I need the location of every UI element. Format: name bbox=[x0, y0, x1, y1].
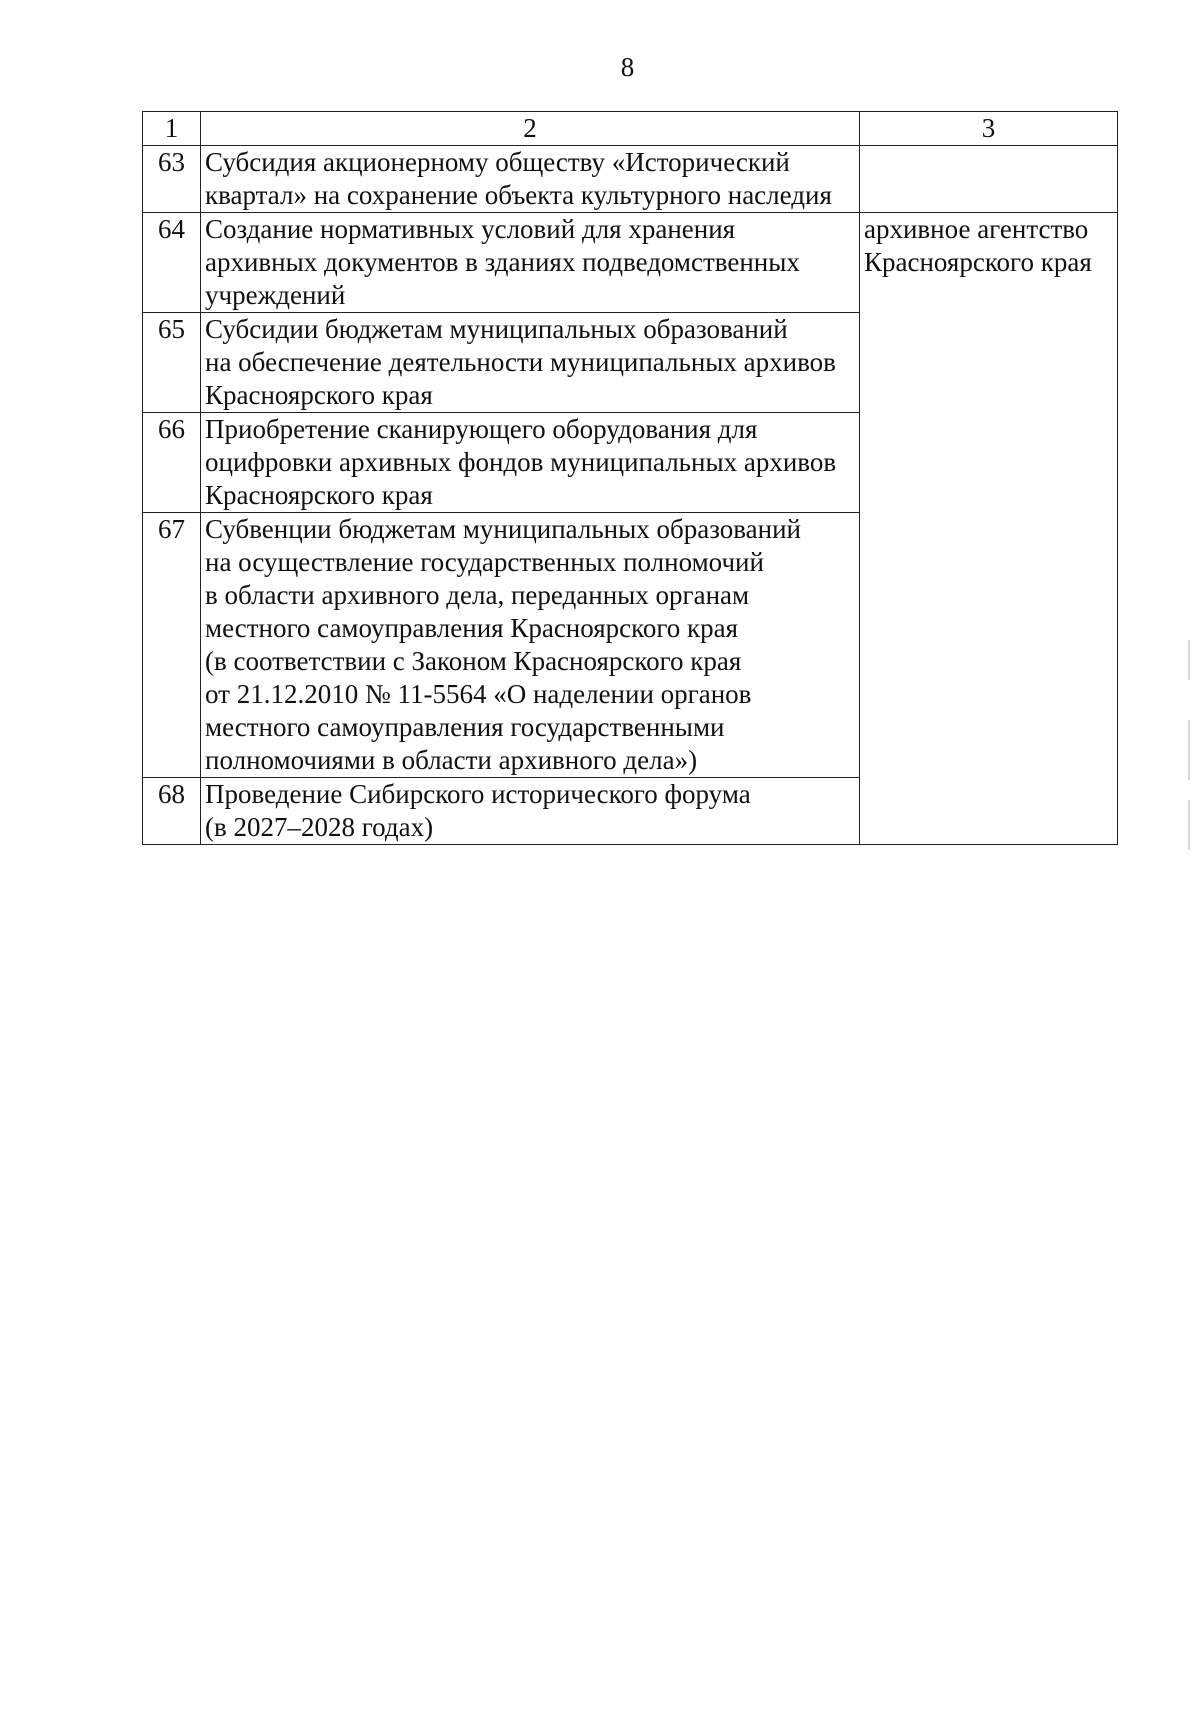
column-header-1: 1 bbox=[143, 112, 201, 146]
table-row bbox=[143, 213, 1118, 313]
responsible-line: Красноярского края bbox=[864, 247, 1092, 277]
programme-activities-table bbox=[142, 111, 1118, 845]
description-line: на обеспечение деятельности муниципальных архивов bbox=[205, 347, 836, 377]
description-line: архивных документов в зданиях подведомственных bbox=[205, 247, 800, 277]
description-line: оцифровки архивных фондов муниципальных архивов bbox=[205, 447, 837, 477]
activity-description bbox=[201, 413, 860, 513]
page-number: 8 bbox=[620, 52, 635, 82]
scan-artifact bbox=[1188, 800, 1190, 850]
description-line: местного самоуправления государственными bbox=[205, 712, 725, 742]
scan-artifact bbox=[1188, 640, 1190, 680]
description-line: Субвенции бюджетам муниципальных образований bbox=[205, 514, 801, 544]
activity-description bbox=[201, 146, 860, 213]
row-number: 63 bbox=[143, 146, 201, 213]
row-number: 64 bbox=[143, 213, 201, 313]
responsible-executor bbox=[860, 213, 1118, 845]
description-line: в области архивного дела, переданных органам bbox=[205, 580, 750, 610]
row-number: 67 bbox=[143, 513, 201, 778]
description-line: (в 2027–2028 годах) bbox=[205, 812, 434, 842]
description-line: полномочиями в области архивного дела») bbox=[205, 745, 698, 775]
table-header-row bbox=[143, 112, 1118, 146]
description-line: Субсидия акционерному обществу «Исторический bbox=[205, 147, 790, 177]
description-line: Создание нормативных условий для хранения bbox=[205, 214, 736, 244]
description-line: от 21.12.2010 № 11-5564 «О наделении органов bbox=[205, 679, 752, 709]
description-line: квартал» на сохранение объекта культурного наследия bbox=[205, 180, 832, 210]
responsible-cell-empty bbox=[860, 146, 1118, 213]
row-number: 66 bbox=[143, 413, 201, 513]
description-line: Красноярского края bbox=[205, 380, 433, 410]
description-line: на осуществление государственных полномочий bbox=[205, 547, 764, 577]
description-line: Красноярского края bbox=[205, 480, 433, 510]
description-line: (в соответствии с Законом Красноярского края bbox=[205, 646, 742, 676]
row-number: 65 bbox=[143, 313, 201, 413]
table-row bbox=[143, 146, 1118, 213]
activity-description bbox=[201, 313, 860, 413]
responsible-line: архивное агентство bbox=[864, 214, 1089, 244]
description-line: местного самоуправления Красноярского края bbox=[205, 613, 739, 643]
description-line: Субсидии бюджетам муниципальных образований bbox=[205, 314, 788, 344]
description-line: Приобретение сканирующего оборудования для bbox=[205, 414, 758, 444]
scan-artifact bbox=[1188, 720, 1190, 780]
activity-description bbox=[201, 213, 860, 313]
activity-description bbox=[201, 513, 860, 778]
column-header-2: 2 bbox=[201, 112, 860, 146]
activity-description bbox=[201, 778, 860, 845]
row-number: 68 bbox=[143, 778, 201, 845]
description-line: учреждений bbox=[205, 280, 346, 310]
description-line: Проведение Сибирского исторического форума bbox=[205, 779, 751, 809]
column-header-3: 3 bbox=[860, 112, 1118, 146]
